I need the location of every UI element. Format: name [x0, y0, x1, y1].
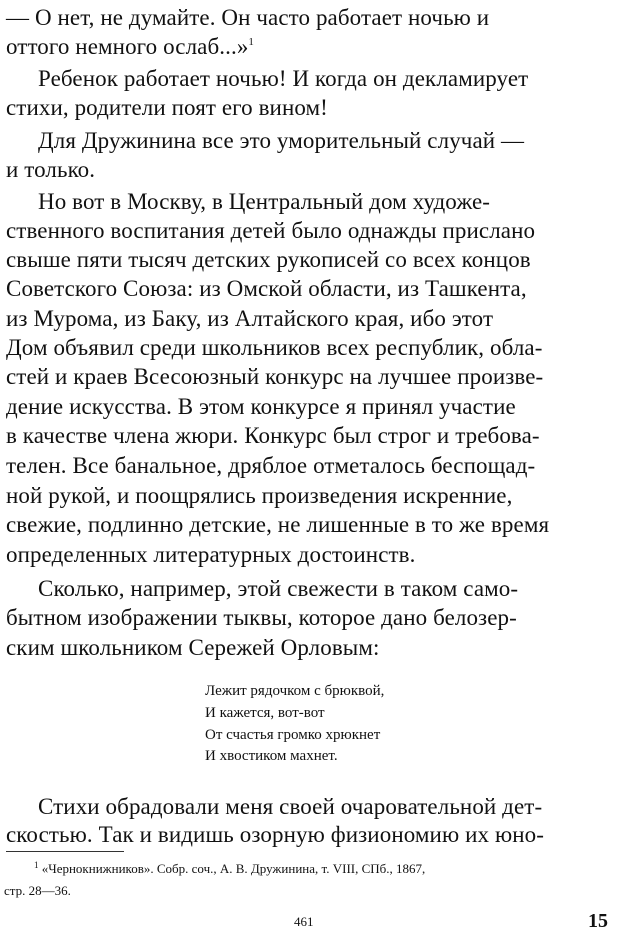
body-line: Но вот в Москву, в Центральный дом художе-: [38, 189, 491, 214]
footnote-divider: [6, 851, 124, 852]
body-line: скостью. Так и видишь озорную физиономию их юно-: [6, 822, 544, 847]
body-line: Дом объявил среди школьников всех республик, обла-: [6, 335, 543, 360]
body-line: и только.: [6, 157, 96, 182]
footnote-line: стр. 28—36.: [4, 883, 71, 898]
body-line: [6, 32, 254, 66]
body-line: ственного воспитания детей было однажды прислано: [6, 218, 536, 243]
body-line: Сколько, например, этой свежести в таком само-: [38, 576, 519, 601]
body-line: стей и краев Всесоюзный конкурс на лучшее произве-: [6, 364, 544, 389]
page-number: 15: [588, 910, 608, 932]
body-line: в качестве члена жюри. Конкурс был строг и требова-: [6, 423, 540, 448]
footnote-line: [34, 860, 425, 879]
poem-line: От счастья громко хрюкнет: [205, 727, 381, 743]
body-line: Советского Союза: из Омской области, из Ташкента,: [6, 276, 527, 301]
body-line: ским школьником Сережей Орловым:: [6, 635, 380, 660]
body-line: ной рукой, и поощрялись произведения искренние,: [6, 483, 513, 508]
body-line: дение искусства. В этом конкурсе я принял участие: [6, 394, 516, 419]
body-line: свыше пяти тысяч детских рукописей со всех концов: [6, 247, 531, 272]
body-line: бытном изображении тыквы, которое дано белозер-: [6, 605, 517, 630]
body-line: Ребенок работает ночью! И когда он декламирует: [38, 66, 529, 91]
body-line: — О нет, не думайте. Он часто работает ночью и: [6, 5, 490, 30]
body-line: телен. Все банальное, дряблое отметалось беспощад-: [6, 453, 536, 478]
body-line: определенных литературных достоинств.: [6, 542, 416, 567]
poem-line: И кажется, вот-вот: [205, 705, 325, 721]
body-line: стихи, родители поят его вином!: [6, 95, 328, 120]
poem-line: И хвостиком махнет.: [205, 748, 338, 764]
body-line: из Мурома, из Баку, из Алтайского края, ибо этот: [6, 306, 494, 331]
footnote-marker: 1: [34, 860, 39, 870]
footnote-text: «Чернокнижников». Собр. соч., А. В. Дружинина, т. VIII, СПб., 1867,: [41, 861, 426, 876]
body-line: Для Дружинина все это уморительный случай —: [38, 128, 525, 153]
body-line: свежие, подлинно детские, не лишенные в то же время: [6, 512, 550, 537]
body-line: Стихи обрадовали меня своей очаровательной дет-: [38, 794, 543, 819]
poem-line: Лежит рядочком с брюквой,: [205, 683, 385, 699]
footnote-reference: 1: [248, 36, 255, 48]
page-number-center: 461: [294, 914, 314, 929]
body-line-text: оттого немного ослаб...»: [6, 34, 249, 59]
